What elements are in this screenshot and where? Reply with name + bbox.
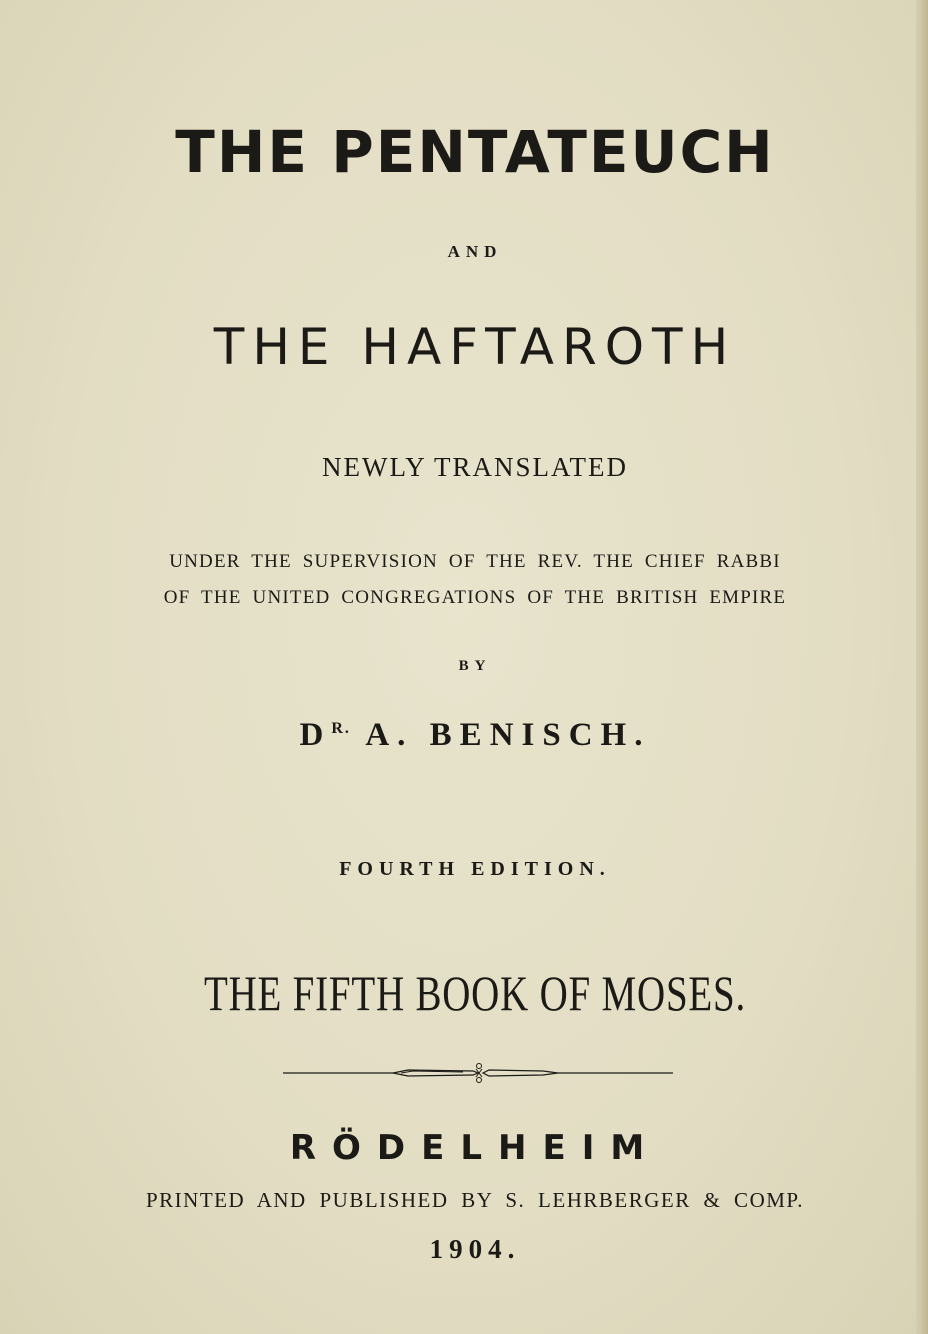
author-prefix-initial: D <box>299 717 332 753</box>
publisher-line: PRINTED AND PUBLISHED BY S. LEHRBERGER & COMP. <box>145 1188 805 1212</box>
second-title: THE HAFTAROTH <box>213 318 737 376</box>
by-label: BY <box>458 658 492 674</box>
translation-note: NEWLY TRANSLATED <box>321 452 629 482</box>
author-surname: A. BENISCH. <box>365 717 651 753</box>
decorative-rule-ornament <box>283 1062 673 1084</box>
edition-label: FOURTH EDITION. <box>339 858 611 880</box>
publication-year: 1904. <box>429 1234 521 1264</box>
title-conjunction: AND <box>447 242 503 261</box>
main-title: THE PENTATEUCH <box>175 118 775 186</box>
volume-title: THE FIFTH BOOK OF MOSES. <box>203 965 747 1021</box>
author-name <box>0 717 928 754</box>
author-prefix-suffix: R. <box>331 720 351 737</box>
supervision-line-1: UNDER THE SUPERVISION OF THE REV. THE CHIEF RABBI <box>169 551 781 572</box>
supervision-line-2: OF THE UNITED CONGREGATIONS OF THE BRITISH EMPIRE <box>163 587 787 608</box>
page-edge <box>916 0 928 1334</box>
place-of-publication: RÖDELHEIM <box>289 1128 661 1168</box>
